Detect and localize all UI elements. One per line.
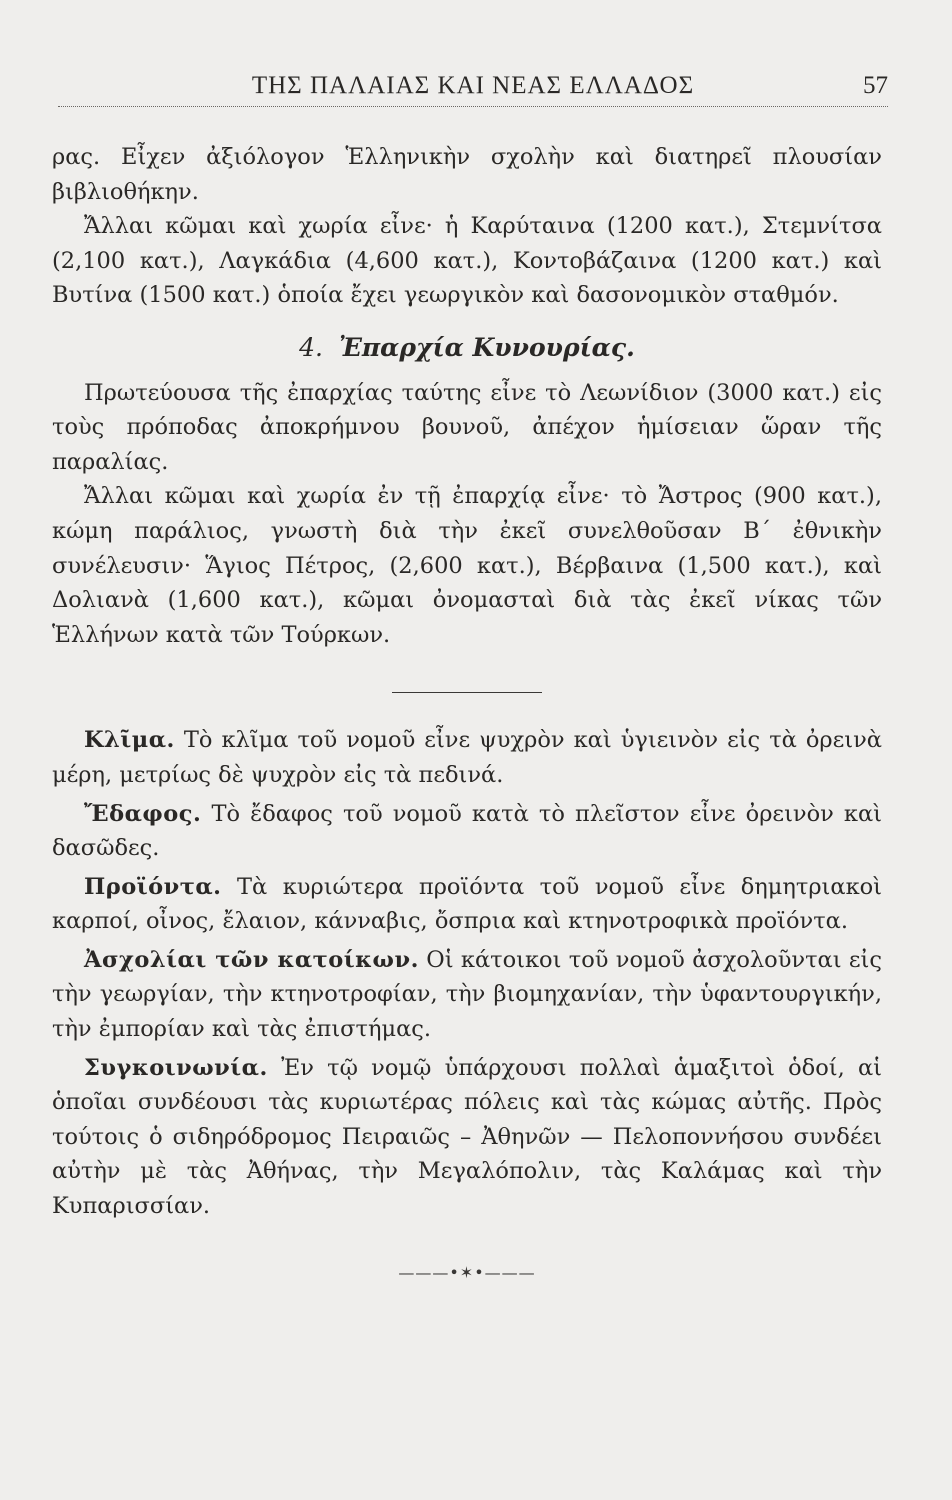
running-title: ΤΗΣ ΠΑΛΑΙΑΣ ΚΑΙ ΝΕΑΣ ΕΛΛΑΔΟΣ xyxy=(251,72,695,99)
topic-text: Οἱ κάτοικοι τοῦ νομοῦ ἀσχολοῦνται εἰς τὴν γεωργίαν, τὴν κτηνοτροφίαν, τὴν βιομηχανίαν, τὴν ὑφαντουργικήν, τὴν ἐμπορίαν καὶ τὰς ἐπιστήμας. xyxy=(52,946,882,1043)
topic-occupations xyxy=(52,943,882,1047)
paragraph-continuation: ρας. Εἶχεν ἀξιόλογον Ἑλληνικὴν σχολὴν καὶ διατηρεῖ πλουσίαν βιβλιοθήκην. xyxy=(52,144,882,205)
section-heading xyxy=(52,331,882,366)
paragraph-villages-kynouria: Ἄλλαι κῶμαι καὶ χωρία ἐν τῇ ἐπαρχίᾳ εἶνε· τὸ Ἄστρος (900 κατ.), κώμη παράλιος, γνωστὴ διὰ τὴν ἐκεῖ συνελθοῦσαν Β΄ ἐθνικὴν συνέλευσιν· Ἅγιος Πέτρος, (2,600 κατ.), Βέρβαινα (1,500 κατ.), καὶ Δολιανὰ (1,600 κατ.), κῶμαι ὀνομασταὶ διὰ τὰς ἐκεῖ νίκας τῶν Ἑλλήνων κατὰ τῶν Τούρκων. xyxy=(52,483,882,648)
topic-climate xyxy=(52,723,882,792)
section-title: Ἐπαρχία Κυνουρίας. xyxy=(338,332,635,362)
paragraph-villages-gortynia: Ἄλλαι κῶμαι καὶ χωρία εἶνε· ἡ Καρύταινα (1200 κατ.), Στεμνίτσα (2,100 κατ.), Λαγκάδια (4,600 κατ.), Κοντοβάζαινα (1200 κατ.) καὶ Βυτίνα (1500 κατ.) ὁποία ἔχει γεωργικὸν καὶ δασονομικὸν σταθμόν. xyxy=(52,213,882,309)
topic-text: Ἐν τῷ νομῷ ὑπάρχουσι πολλαὶ ἁμαξιτοὶ ὁδοί, αἱ ὁποῖαι συνδέουσι τὰς κυριωτέρας πόλεις καὶ τὰς κώμας αὐτῆς. Πρὸς τούτοις ὁ σιδηρόδρομος Πειραιῶς – Ἀθηνῶν — Πελοποννήσου συνδέει αὐτὴν μὲ τὰς Ἀθήνας, τὴν Μεγαλόπολιν, τὰς Καλάμας καὶ τὴν Κυπαρισσίαν. xyxy=(52,1054,882,1220)
topic-products xyxy=(52,870,882,939)
topic-lead: Προϊόντα. xyxy=(84,873,222,900)
topic-communications xyxy=(52,1051,882,1224)
topic-lead: Κλῖμα. xyxy=(84,727,175,754)
page-number: 57 xyxy=(863,72,888,99)
paragraph-capital: Πρωτεύουσα τῆς ἐπαρχίας ταύτης εἶνε τὸ Λεωνίδιον (3000 κατ.) εἰς τοὺς πρόποδας ἀποκρήμνου βουνοῦ, ἀπέχον ἡμίσειαν ὥραν τῆς παραλίας. xyxy=(52,379,882,475)
topic-text: Τὸ κλῖμα τοῦ νομοῦ εἶνε ψυχρὸν καὶ ὑγιεινὸν εἰς τὰ ὀρεινὰ μέρη, μετρίως δὲ ψυχρὸν εἰς τὰ πεδινά. xyxy=(52,727,882,788)
topic-text: Τὸ ἔδαφος τοῦ νομοῦ κατὰ τὸ πλεῖστον εἶνε ὀρεινὸν καὶ δασῶδες. xyxy=(52,800,882,862)
page-body xyxy=(52,140,882,1290)
topic-soil xyxy=(52,797,882,866)
running-head xyxy=(58,70,888,107)
section-number: 4. xyxy=(299,332,323,362)
topic-lead: Συγκοινωνία. xyxy=(84,1054,268,1081)
end-ornament: ———•✶•——— xyxy=(398,1262,536,1282)
topic-lead: Ἔδαφος. xyxy=(84,800,202,827)
topic-lead: Ἀσχολίαι τῶν κατοίκων. xyxy=(84,946,419,973)
section-divider xyxy=(392,692,542,693)
topic-text: Τὰ κυριώτερα προϊόντα τοῦ νομοῦ εἶνε δημητριακοὶ καρποί, οἶνος, ἔλαιον, κάνναβις, ὄσπρια καὶ κτηνοτροφικὰ προϊόντα. xyxy=(52,873,882,935)
